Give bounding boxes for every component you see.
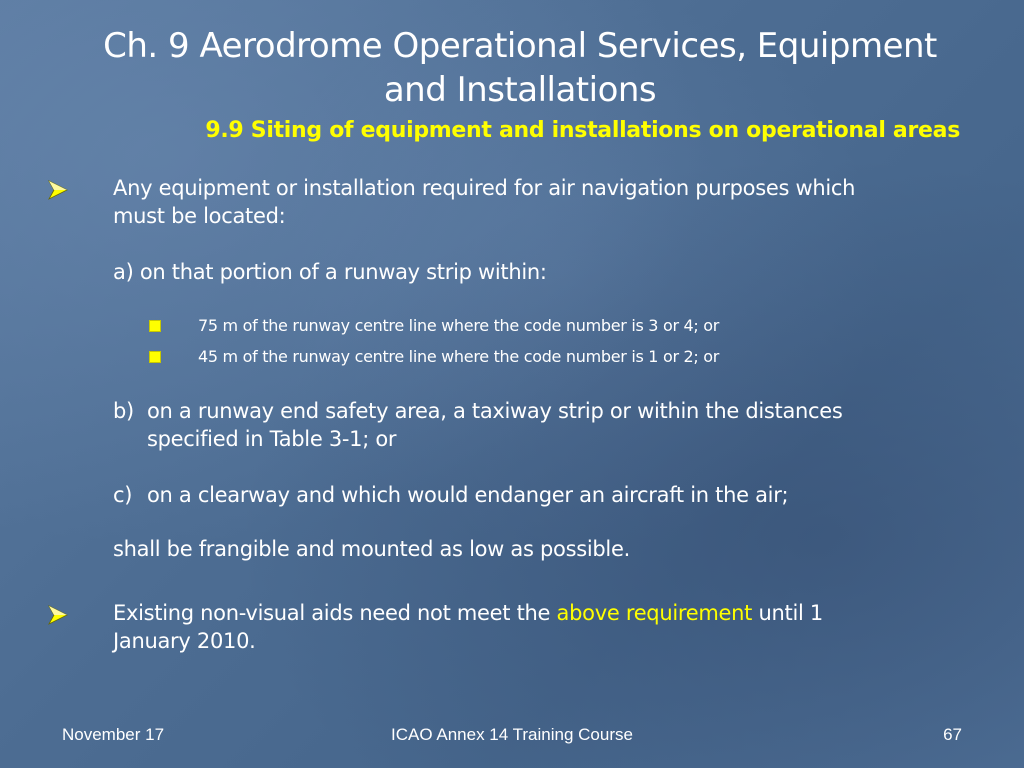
- arrow-bullet-icon: [47, 179, 69, 201]
- bullet-1-line-1: Any equipment or installation required for air navigation purposes which: [113, 176, 856, 200]
- arrow-bullet-icon: [47, 604, 69, 626]
- sub-item-75m: 75 m of the runway centre line where the code number is 3 or 4; or: [198, 316, 720, 335]
- sub-item-45m: 45 m of the runway centre line where the code number is 1 or 2; or: [198, 347, 720, 366]
- item-b-line-1: on a runway end safety area, a taxiway strip or within the distances: [147, 399, 843, 423]
- bullet-2-pre: Existing non-visual aids need not meet the: [113, 601, 557, 625]
- item-c-text: on a clearway and which would endanger an aircraft in the air;: [147, 483, 789, 507]
- bullet-2-highlight: above requirement: [556, 601, 753, 625]
- title-line-2: and Installations: [383, 70, 657, 110]
- title-line-1: Ch. 9 Aerodrome Operational Services, Equipment: [103, 26, 937, 66]
- bullet-2-line-2: January 2010.: [113, 629, 256, 653]
- footer-page-number: 67: [943, 725, 962, 744]
- bullet-2-line-1: [113, 599, 823, 627]
- footer-date: November 17: [62, 725, 165, 744]
- section-subtitle: 9.9 Siting of equipment and installations on operational areas: [205, 118, 960, 143]
- bullet-1-line-2: must be located:: [113, 204, 286, 228]
- item-a: a) on that portion of a runway strip within:: [113, 260, 547, 284]
- square-bullet-icon: [149, 351, 161, 363]
- footer-course: ICAO Annex 14 Training Course: [391, 725, 633, 744]
- bullet-2-post: until 1: [752, 601, 823, 625]
- item-c-label: c): [113, 483, 133, 507]
- square-bullet-icon: [149, 320, 161, 332]
- item-b-line-2: specified in Table 3-1; or: [147, 427, 397, 451]
- item-b-label: b): [113, 399, 134, 423]
- conclusion: shall be frangible and mounted as low as possible.: [113, 537, 630, 561]
